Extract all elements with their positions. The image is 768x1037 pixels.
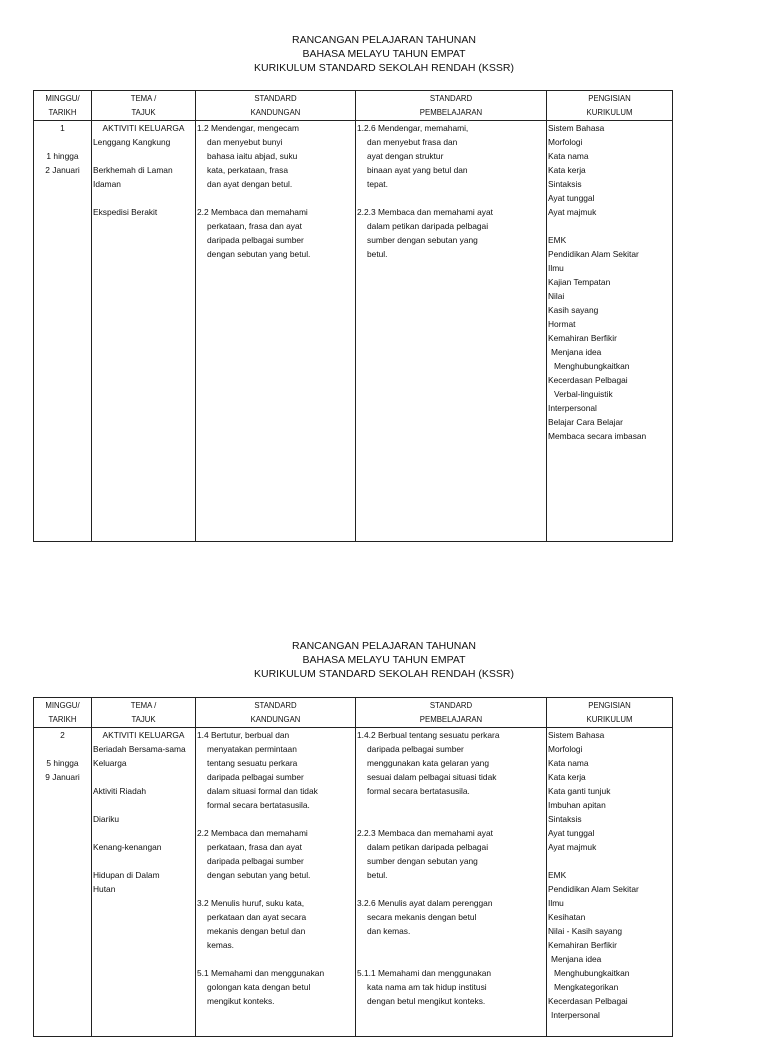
pengisian-line: Ayat majmuk bbox=[548, 842, 597, 852]
pengisian-line: Kemahiran Berfikir bbox=[548, 940, 617, 950]
pengisian-line: Kata nama bbox=[548, 151, 589, 161]
pembelajaran-line: sumber dengan sebutan yang bbox=[367, 856, 478, 866]
kandungan-line: perkataan, frasa dan ayat bbox=[207, 221, 302, 231]
tema-line: Idaman bbox=[93, 179, 121, 189]
pembelajaran-line: menggunakan kata gelaran yang bbox=[367, 758, 489, 768]
kandungan-line: 1.2 Mendengar, mengecam bbox=[197, 123, 299, 133]
week-cell bbox=[34, 728, 92, 1037]
kandungan-line: menyatakan permintaan bbox=[207, 744, 297, 754]
pengisian-line: Interpersonal bbox=[551, 1010, 600, 1020]
title-line: RANCANGAN PELAJARAN TAHUNAN bbox=[292, 640, 476, 652]
pengisian-line: Kajian Tempatan bbox=[548, 277, 611, 287]
kandungan-line: golongan kata dengan betul bbox=[207, 982, 311, 992]
kandungan-line: dalam situasi formal dan tidak bbox=[207, 786, 318, 796]
pembelajaran-line: formal secara bertatasusila. bbox=[367, 786, 470, 796]
header-tema: TEMA / TAJUK bbox=[92, 91, 196, 121]
kandungan-line: 1.4 Bertutur, berbual dan bbox=[197, 730, 290, 740]
tema-line: AKTIVITI KELUARGA bbox=[102, 730, 185, 740]
header-row bbox=[34, 698, 673, 728]
pengisian-line: Kata nama bbox=[548, 758, 589, 768]
title-line: KURIKULUM STANDARD SEKOLAH RENDAH (KSSR) bbox=[253, 62, 514, 74]
pengisian-line: Ayat majmuk bbox=[548, 207, 597, 217]
kandungan-line: bahasa iaitu abjad, suku bbox=[207, 151, 298, 161]
kandungan-line: mengikut konteks. bbox=[207, 996, 275, 1006]
kandungan-line: perkataan, frasa dan ayat bbox=[207, 842, 302, 852]
tema-line: Diariku bbox=[93, 814, 120, 824]
kandungan-line: formal secara bertatasusila. bbox=[207, 800, 310, 810]
kandungan-line: 3.2 Menulis huruf, suku kata, bbox=[197, 898, 305, 908]
kandungan-line: mekanis dengan betul dan bbox=[207, 926, 306, 936]
pengisian-line: Ayat tunggal bbox=[548, 828, 595, 838]
pengisian-line: Kata kerja bbox=[548, 772, 586, 782]
pengisian-line: Sintaksis bbox=[548, 179, 582, 189]
pembelajaran-line: dan kemas. bbox=[367, 926, 411, 936]
pengisian-line: Membaca secara imbasan bbox=[548, 431, 647, 441]
tema-line: Ekspedisi Berakit bbox=[93, 207, 158, 217]
title-line: RANCANGAN PELAJARAN TAHUNAN bbox=[292, 34, 476, 46]
header-pembelajaran: STANDARD PEMBELAJARAN bbox=[356, 91, 547, 121]
title-line: KURIKULUM STANDARD SEKOLAH RENDAH (KSSR) bbox=[253, 668, 514, 680]
pembelajaran-line: 1.4.2 Berbual tentang sesuatu perkara bbox=[357, 730, 500, 740]
kandungan-line: kata, perkataan, frasa bbox=[207, 165, 289, 175]
pembelajaran-line: daripada pelbagai sumber bbox=[367, 744, 464, 754]
pembelajaran-line: 1.2.6 Mendengar, memahami, bbox=[357, 123, 469, 133]
document-title-2 bbox=[0, 639, 768, 681]
header-kandungan: STANDARD KANDUNGAN bbox=[196, 91, 356, 121]
tema-line: Aktiviti Riadah bbox=[93, 786, 147, 796]
lesson-plan-table-2 bbox=[33, 697, 673, 1037]
pengisian-line: Menjana idea bbox=[551, 347, 602, 357]
pengisian-line: Pendidikan Alam Sekitar bbox=[548, 884, 639, 894]
kandungan-line: perkataan dan ayat secara bbox=[207, 912, 307, 922]
header-pembelajaran: STANDARD PEMBELAJARAN bbox=[356, 698, 547, 728]
pembelajaran-line: 3.2.6 Menulis ayat dalam perenggan bbox=[357, 898, 493, 908]
pembelajaran-line: tepat. bbox=[367, 179, 388, 189]
week-date-to: 2 Januari bbox=[45, 165, 80, 175]
pengisian-line: Verbal-linguistik bbox=[554, 389, 613, 399]
pengisian-line: Sintaksis bbox=[548, 814, 582, 824]
pengisian-line: Morfologi bbox=[548, 744, 583, 754]
tema-line: Hutan bbox=[93, 884, 116, 894]
pembelajaran-line: betul. bbox=[367, 870, 388, 880]
pengisian-line: Menghubungkaitkan bbox=[554, 361, 630, 371]
kandungan-line: tentang sesuatu perkara bbox=[207, 758, 298, 768]
pembelajaran-line: 5.1.1 Memahami dan menggunakan bbox=[357, 968, 492, 978]
week-date-to: 9 Januari bbox=[45, 772, 80, 782]
pengisian-line: Kecerdasan Pelbagai bbox=[548, 375, 628, 385]
pengisian-line: EMK bbox=[548, 870, 567, 880]
header-kandungan: STANDARD KANDUNGAN bbox=[196, 698, 356, 728]
pengisian-line: Hormat bbox=[548, 319, 576, 329]
kandungan-line: 2.2 Membaca dan memahami bbox=[197, 828, 308, 838]
kandungan-line: 5.1 Memahami dan menggunakan bbox=[197, 968, 325, 978]
tema-line: Lenggang Kangkung bbox=[93, 137, 171, 147]
pengisian-line: Mengkategorikan bbox=[554, 982, 619, 992]
title-line: BAHASA MELAYU TAHUN EMPAT bbox=[302, 48, 466, 60]
kandungan-line: 2.2 Membaca dan memahami bbox=[197, 207, 308, 217]
header-tema: TEMA / TAJUK bbox=[92, 698, 196, 728]
pengisian-line: Imbuhan apitan bbox=[548, 800, 606, 810]
week-number: 2 bbox=[60, 730, 65, 740]
pengisian-line: Pendidikan Alam Sekitar bbox=[548, 249, 639, 259]
pembelajaran-line: sumber dengan sebutan yang bbox=[367, 235, 478, 245]
pembelajaran-line: dengan betul mengikut konteks. bbox=[367, 996, 486, 1006]
pengisian-line: EMK bbox=[548, 235, 567, 245]
pembelajaran-line: betul. bbox=[367, 249, 388, 259]
kandungan-line: dengan sebutan yang betul. bbox=[207, 249, 311, 259]
pengisian-line: Ayat tunggal bbox=[548, 193, 595, 203]
kandungan-cell bbox=[196, 121, 356, 542]
kandungan-line: daripada pelbagai sumber bbox=[207, 856, 304, 866]
header-row bbox=[34, 91, 673, 121]
pengisian-line: Kasih sayang bbox=[548, 305, 599, 315]
tema-line: Keluarga bbox=[93, 758, 127, 768]
pembelajaran-line: ayat dengan struktur bbox=[367, 151, 444, 161]
kandungan-line: daripada pelbagai sumber bbox=[207, 235, 304, 245]
pengisian-line: Nilai - Kasih sayang bbox=[548, 926, 623, 936]
pengisian-cell bbox=[547, 121, 673, 542]
table-row bbox=[34, 121, 673, 542]
pembelajaran-line: 2.2.3 Membaca dan memahami ayat bbox=[357, 828, 493, 838]
table-row bbox=[34, 728, 673, 1037]
pembelajaran-cell bbox=[356, 728, 547, 1037]
pembelajaran-line: kata nama am tak hidup institusi bbox=[367, 982, 487, 992]
pengisian-line: Ilmu bbox=[548, 263, 564, 273]
title-line: BAHASA MELAYU TAHUN EMPAT bbox=[302, 654, 466, 666]
pengisian-line: Kemahiran Berfikir bbox=[548, 333, 617, 343]
header-minggu: MINGGU/ TARIKH bbox=[34, 91, 92, 121]
tema-line: AKTIVITI KELUARGA bbox=[102, 123, 185, 133]
pembelajaran-line: dalam petikan daripada pelbagai bbox=[367, 221, 489, 231]
header-pengisian: PENGISIAN KURIKULUM bbox=[547, 91, 673, 121]
pembelajaran-cell bbox=[356, 121, 547, 542]
pengisian-line: Interpersonal bbox=[548, 403, 597, 413]
pengisian-line: Kecerdasan Pelbagai bbox=[548, 996, 628, 1006]
pengisian-line: Ilmu bbox=[548, 898, 564, 908]
pengisian-line: Menjana idea bbox=[551, 954, 602, 964]
pengisian-line: Sistem Bahasa bbox=[548, 730, 605, 740]
pengisian-line: Menghubungkaitkan bbox=[554, 968, 630, 978]
pengisian-line: Kata kerja bbox=[548, 165, 586, 175]
kandungan-cell bbox=[196, 728, 356, 1037]
pengisian-line: Kata ganti tunjuk bbox=[548, 786, 611, 796]
kandungan-line: kemas. bbox=[207, 940, 234, 950]
tema-line: Berkhemah di Laman bbox=[93, 165, 173, 175]
tema-cell bbox=[92, 728, 196, 1037]
pengisian-line: Belajar Cara Belajar bbox=[548, 417, 623, 427]
kandungan-line: dan menyebut bunyi bbox=[207, 137, 283, 147]
pembelajaran-line: sesuai dalam pelbagai situasi tidak bbox=[367, 772, 497, 782]
pembelajaran-line: secara mekanis dengan betul bbox=[367, 912, 477, 922]
pengisian-line: Nilai bbox=[548, 291, 565, 301]
week-cell bbox=[34, 121, 92, 542]
week-date-from: 5 hingga bbox=[46, 758, 79, 768]
pembelajaran-line: 2.2.3 Membaca dan memahami ayat bbox=[357, 207, 493, 217]
tema-line: Beriadah Bersama-sama bbox=[93, 744, 186, 754]
kandungan-line: daripada pelbagai sumber bbox=[207, 772, 304, 782]
tema-line: Hidupan di Dalam bbox=[93, 870, 160, 880]
week-date-from: 1 hingga bbox=[46, 151, 79, 161]
lesson-plan-table-1 bbox=[33, 90, 673, 542]
header-minggu: MINGGU/ TARIKH bbox=[34, 698, 92, 728]
pengisian-cell bbox=[547, 728, 673, 1037]
pengisian-line: Morfologi bbox=[548, 137, 583, 147]
pembelajaran-line: binaan ayat yang betul dan bbox=[367, 165, 468, 175]
kandungan-line: dengan sebutan yang betul. bbox=[207, 870, 311, 880]
document-title-1 bbox=[0, 33, 768, 75]
pembelajaran-line: dan menyebut frasa dan bbox=[367, 137, 458, 147]
week-number: 1 bbox=[60, 123, 65, 133]
pengisian-line: Sistem Bahasa bbox=[548, 123, 605, 133]
pengisian-line: Kesihatan bbox=[548, 912, 586, 922]
tema-line: Kenang-kenangan bbox=[93, 842, 162, 852]
kandungan-line: dan ayat dengan betul. bbox=[207, 179, 293, 189]
pembelajaran-line: dalam petikan daripada pelbagai bbox=[367, 842, 489, 852]
tema-cell bbox=[92, 121, 196, 542]
header-pengisian: PENGISIAN KURIKULUM bbox=[547, 698, 673, 728]
